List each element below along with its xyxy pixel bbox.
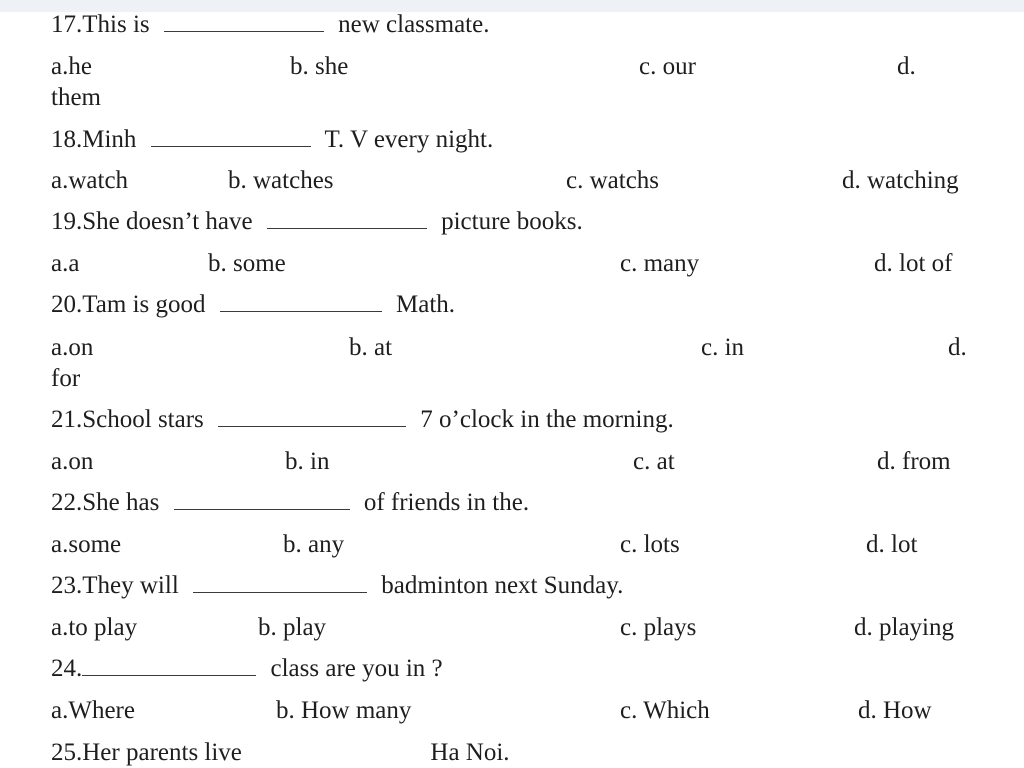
question-number: 22.	[51, 489, 83, 516]
question-number: 19.	[51, 208, 83, 235]
option-d[interactable]: d. playing	[854, 614, 954, 641]
option-b[interactable]: b. watches	[228, 167, 334, 194]
answer-blank[interactable]	[220, 293, 382, 312]
answer-blank[interactable]	[218, 408, 406, 427]
question-stem-before: She has	[82, 489, 160, 516]
option-d[interactable]: d.	[948, 334, 967, 361]
question-stem-before: Minh	[82, 126, 137, 153]
question-21	[51, 405, 674, 435]
question-stem-after: Ha Noi.	[430, 739, 510, 766]
question-stem-after: class are you in ?	[270, 655, 443, 682]
option-d[interactable]: d. lot of	[874, 250, 953, 277]
question-number: 25.	[51, 739, 83, 766]
answer-blank[interactable]	[151, 128, 311, 147]
question-stem-before: This is	[82, 11, 150, 38]
option-a[interactable]: a.on	[51, 334, 94, 361]
question-number: 24.	[51, 655, 83, 682]
option-a[interactable]: a.Where	[51, 697, 135, 724]
option-c[interactable]: c. lots	[620, 531, 680, 558]
option-a[interactable]: a.on	[51, 448, 94, 475]
option-d[interactable]: d. from	[877, 448, 951, 475]
question-number: 17.	[51, 11, 83, 38]
option-b[interactable]: b. any	[283, 531, 345, 558]
question-23	[51, 571, 623, 601]
option-c[interactable]: c. watchs	[566, 167, 660, 194]
option-a[interactable]: a.watch	[51, 167, 129, 194]
answer-blank[interactable]	[256, 741, 416, 760]
option-b[interactable]: b. in	[285, 448, 330, 475]
question-number: 23.	[51, 572, 83, 599]
question-stem-after: Math.	[396, 291, 456, 318]
answer-blank[interactable]	[174, 491, 350, 510]
question-number: 18.	[51, 126, 83, 153]
answer-blank[interactable]	[164, 13, 324, 32]
option-c[interactable]: c. many	[620, 250, 700, 277]
question-stem-after: T. V every night.	[324, 126, 494, 153]
question-20	[51, 290, 455, 320]
option-c[interactable]: c. at	[633, 448, 675, 475]
question-17	[51, 10, 489, 40]
question-stem-before: Tam is good	[82, 291, 206, 318]
option-b[interactable]: b. she	[290, 53, 349, 80]
question-18	[51, 125, 493, 155]
question-24	[51, 654, 443, 684]
option-c[interactable]: c. plays	[620, 614, 697, 641]
question-stem-before: They will	[82, 572, 179, 599]
option-c[interactable]: c. in	[701, 334, 745, 361]
question-22	[51, 488, 529, 518]
answer-blank[interactable]	[82, 657, 256, 676]
option-a[interactable]: a.some	[51, 531, 122, 558]
option-c[interactable]: c. Which	[620, 697, 710, 724]
option-d[interactable]: d. How	[858, 697, 932, 724]
option-b[interactable]: b. How many	[276, 697, 412, 724]
option-a[interactable]: a.to play	[51, 614, 138, 641]
option-d[interactable]: d. watching	[842, 167, 959, 194]
option-b[interactable]: b. at	[349, 334, 393, 361]
question-stem-before: School stars	[82, 406, 204, 433]
option-b[interactable]: b. play	[258, 614, 327, 641]
answer-blank[interactable]	[193, 574, 367, 593]
option-d[interactable]: d.	[897, 53, 916, 80]
question-stem-after: picture books.	[441, 208, 583, 235]
option-d-wrap: them	[51, 84, 101, 111]
option-a[interactable]: a.he	[51, 53, 92, 80]
option-b[interactable]: b. some	[208, 250, 286, 277]
question-stem-before: Her parents live	[82, 739, 242, 766]
option-a[interactable]: a.a	[51, 250, 80, 277]
question-stem-after: new classmate.	[338, 11, 490, 38]
option-c[interactable]: c. our	[639, 53, 696, 80]
question-stem-after: 7 o’clock in the morning.	[420, 406, 674, 433]
question-number: 21.	[51, 406, 83, 433]
question-stem-after: of friends in the.	[363, 489, 530, 516]
option-d-wrap: for	[51, 365, 81, 392]
question-number: 20.	[51, 291, 83, 318]
answer-blank[interactable]	[267, 210, 427, 229]
question-stem-before: She doesn’t have	[82, 208, 253, 235]
question-19	[51, 207, 583, 237]
question-stem-after: badminton next Sunday.	[381, 572, 624, 599]
option-d[interactable]: d. lot	[866, 531, 918, 558]
